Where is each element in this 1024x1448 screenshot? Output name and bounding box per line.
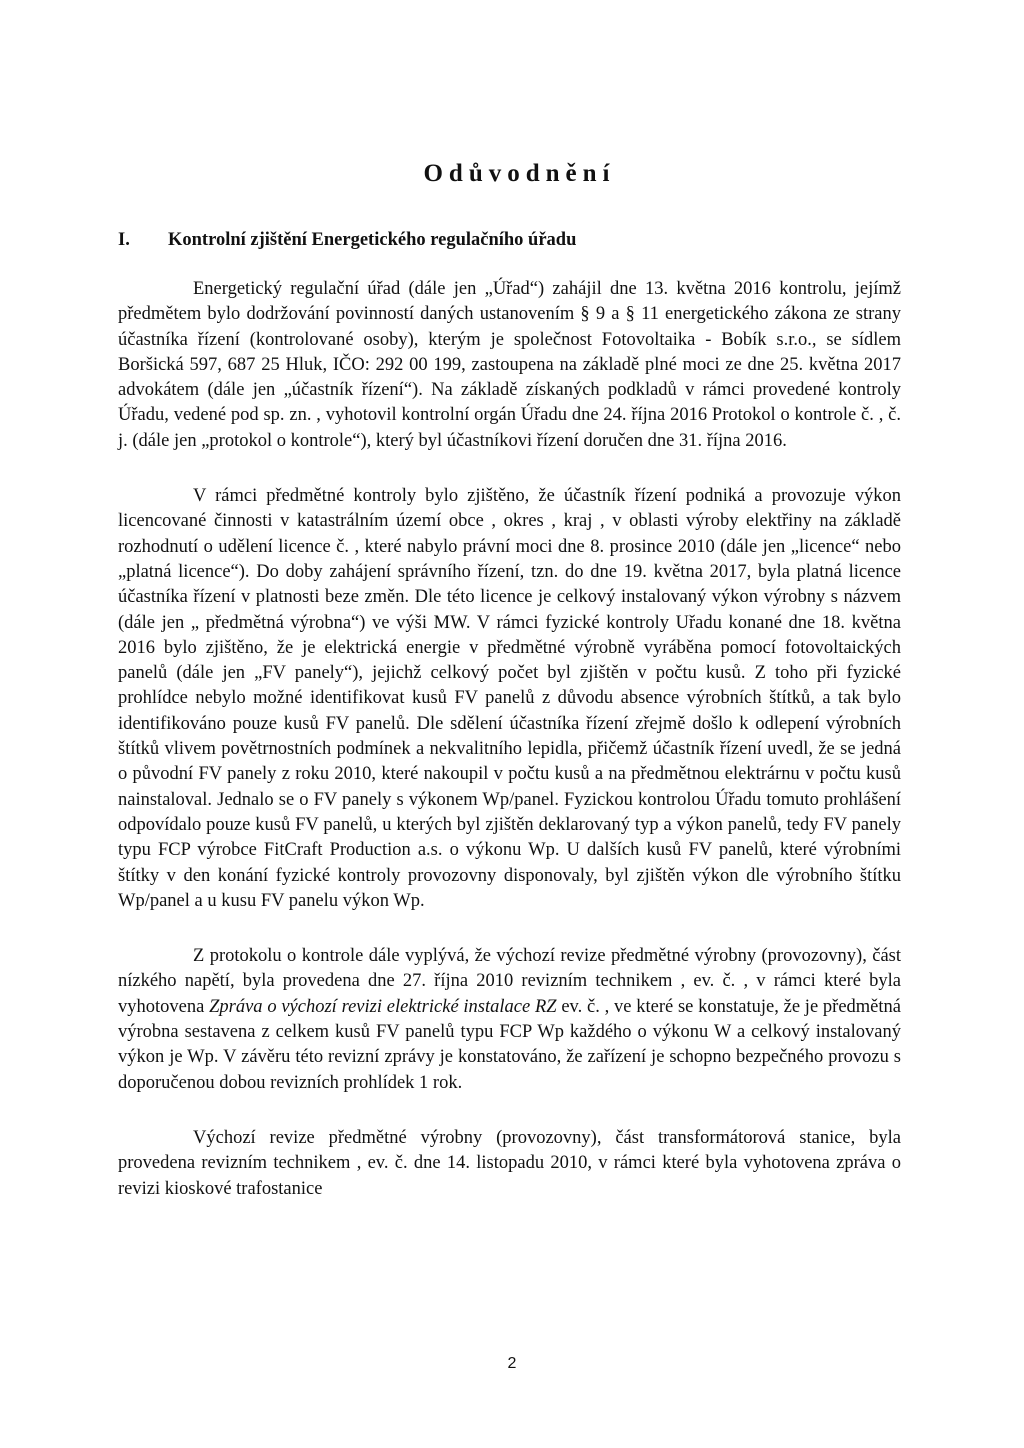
paragraph-4-text: Výchozí revize předmětné výrobny (provozovny), část transformátorová stanice, byla provedena revizním technikem , ev. č. dne 14. listopadu 2010, v rámci které byla vyhotovena zpráva o revizi kioskové trafostanice <box>118 1127 901 1199</box>
paragraph-3-part2: ev. č. , ve které se konstatuje, že je předmětná výrobna sestavena z celkem kusů FV panelů typu FCP Wp každého o výkonu W a celkový instalovaný výkon je Wp. V závěru této revizní zprávy je konstatováno, že zařízení je schopno bezpečného provozu s doporučenou dobou revizních prohlídek 1 rok. <box>118 996 901 1093</box>
paragraph-4 <box>118 1126 901 1202</box>
paragraph-3-report-title: Zpráva o výchozí revizi elektrické instalace RZ <box>209 996 557 1017</box>
paragraph-1-text: Energetický regulační úřad (dále jen „Úřad“) zahájil dne 13. května 2016 kontrolu, jejímž předmětem bylo dodržování povinností daných ustanovením § 9 a § 11 energetického zákona ze strany účastníka řízení (kontrolované osoby), kterým je společnost Fotovoltaika - Bobík s.r.o., se sídlem Boršická 597, 687 25 Hluk, IČO: 292 00 199, zastoupena na základě plné moci ze dne 25. května 2017 advokátem (dále jen „účastník řízení“). Na základě získaných podkladů v rámci provedené kontroly Úřadu, vedené pod sp. zn. , vyhotovil kontrolní orgán Úřadu dne 24. října 2016 Protokol o kontrole č. , č. j. (dále jen „protokol o kontrole“), který byl účastníkovi řízení doručen dne 31. října 2016. <box>118 279 901 451</box>
section-number: I. <box>118 230 130 250</box>
page-title: Odůvodnění <box>423 160 616 187</box>
paragraph-3-part1: Z protokolu o kontrole dále vyplývá, že výchozí revize předmětné výrobny (provozovny), část nízkého napětí, byla provedena dne 27. října 2010 revizním technikem , ev. č. , v rámci které byla vyhotovena <box>118 946 901 1017</box>
paragraph-3 <box>118 944 901 1096</box>
section-title: Kontrolní zjištění Energetického regulačního úřadu <box>168 230 577 250</box>
paragraph-1 <box>118 277 901 454</box>
page-number: 2 <box>507 1355 517 1372</box>
paragraph-2-text: V rámci předmětné kontroly bylo zjištěno, že účastník řízení podniká a provozuje výkon licencované činnosti v katastrálním území obce , okres , kraj , v oblasti výroby elektřiny na základě rozhodnutí o udělení licence č. , které nabylo právní moci dne 8. prosince 2010 (dále jen „licence“ nebo „platná licence“). Do doby zahájení správního řízení, tzn. do dne 19. května 2017, byla platná licence účastníka řízení v platnosti beze změn. Dle této licence je celkový instalovaný výkon výrobny s názvem (dále jen „ předmětná výrobna“) ve výši MW. V rámci fyzické kontroly Uřadu konané dne 18. května 2016 bylo zjištěno, že je elektrická energie v předmětné výrobně vyráběna pomocí fotovoltaických panelů (dále jen „FV panely“), jejichž celkový počet byl zjištěn v počtu kusů. Z toho při fyzické prohlídce nebylo možné identifikovat kusů FV panelů z důvodu absence výrobních štítků, a tak bylo identifikováno pouze kusů FV panelů. Dle sdělení účastníka řízení zřejmě došlo k odlepení výrobních štítků vlivem povětrnostních podmínek a nekvalitního lepidla, přičemž účastník řízení uvedl, že se jedná o původní FV panely z roku 2010, které nakoupil v počtu kusů a na předmětnou elektrárnu v počtu kusů nainstaloval. Jednalo se o FV panely s výkonem Wp/panel. Fyzickou kontrolou Úřadu tomuto prohlášení odpovídalo pouze kusů FV panelů, u kterých byl zjištěn deklarovaný typ a výkon panelů, tedy FV panely typu FCP výrobce FitCraft Production a.s. o výkonu Wp. U dalších kusů FV panelů, které výrobními štítky v den konání fyzické kontroly provozovny disponovaly, byl zjištěn výkon dle výrobního štítku Wp/panel a u kusu FV panelu výkon Wp. <box>118 486 901 911</box>
paragraph-3-text <box>118 944 901 1096</box>
section-heading <box>118 230 901 251</box>
paragraph-2 <box>118 484 901 914</box>
